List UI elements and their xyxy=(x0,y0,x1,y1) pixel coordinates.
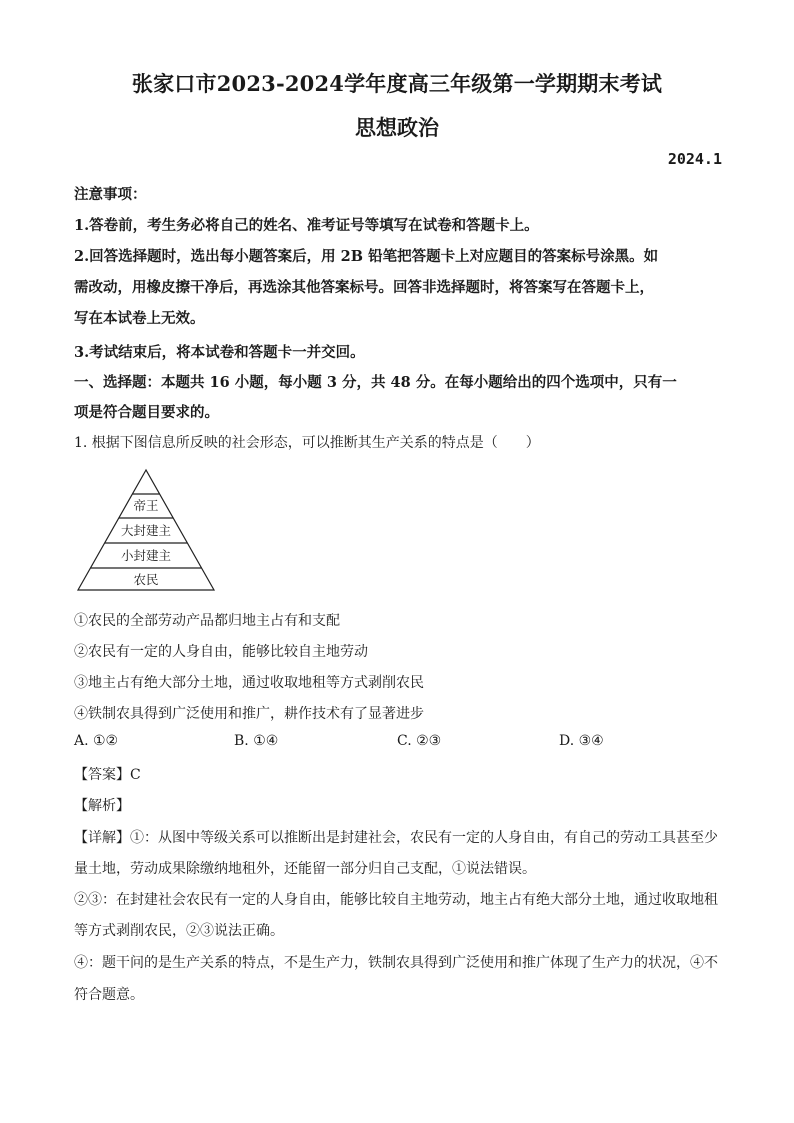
statement-2: ②农民有一定的人身自由，能够比较自主地劳动 xyxy=(74,644,368,660)
notice-item-2-line-2: 需改动，用橡皮擦干净后，再选涂其他答案标号。回答非选择题时，将答案写在答题卡上， xyxy=(74,279,654,296)
statement-1: ①农民的全部劳动产品都归地主占有和支配 xyxy=(74,613,340,629)
pyramid-level-peasants: 农民 xyxy=(133,572,159,587)
pyramid-level-emperor: 帝王 xyxy=(133,498,159,513)
notice-heading: 注意事项： xyxy=(74,186,147,203)
option-b: B. ①④ xyxy=(234,733,279,749)
notice-item-2-line-3: 写在本试卷上无效。 xyxy=(74,310,205,327)
detail-line-2: 量土地，劳动成果除缴纳地租外，还能留一部分归自己支配，①说法错误。 xyxy=(74,861,536,877)
detail-line-1: 【详解】①：从图中等级关系可以推断出是封建社会，农民有一定的人身自由，有自己的劳动工具甚至少 xyxy=(74,830,718,846)
option-c: C. ②③ xyxy=(397,733,442,749)
option-a: A. ①② xyxy=(74,733,119,749)
statement-3: ③地主占有绝大部分土地，通过收取地租等方式剥削农民 xyxy=(74,675,424,691)
option-d: D. ③④ xyxy=(559,733,604,749)
section-heading-line-1: 一、选择题：本题共 16 小题，每小题 3 分，共 48 分。在每小题给出的四个选项中，只有一 xyxy=(74,374,677,391)
detail-line-5: ④：题干问的是生产关系的特点，不是生产力，铁制农具得到广泛使用和推广体现了生产力的状况，④不 xyxy=(74,955,718,971)
detail-line-3: ②③：在封建社会农民有一定的人身自由，能够比较自主地劳动，地主占有绝大部分土地，通过收取地租 xyxy=(74,892,718,908)
answer-line: 【答案】C xyxy=(74,767,141,783)
subject-title: 思想政治 xyxy=(355,115,439,140)
notice-item-1: 1.答卷前，考生务必将自己的姓名、准考证号等填写在试卷和答题卡上。 xyxy=(74,217,539,234)
detail-line-4: 等方式剥削农民，②③说法正确。 xyxy=(74,923,284,939)
pyramid-level-great-lords: 大封建主 xyxy=(120,523,172,538)
notice-item-2-line-1: 2.回答选择题时，选出每小题答案后，用 2B 铅笔把答题卡上对应题目的答案标号涂黑。如 xyxy=(74,248,659,265)
analysis-label: 【解析】 xyxy=(74,798,130,814)
social-hierarchy-pyramid xyxy=(76,468,216,593)
section-heading-line-2: 项是符合题目要求的。 xyxy=(74,404,219,421)
exam-title: 张家口市2023-2024学年度高三年级第一学期期末考试 xyxy=(131,71,663,96)
statement-4: ④铁制农具得到广泛使用和推广，耕作技术有了显著进步 xyxy=(74,706,424,722)
pyramid-level-minor-lords: 小封建主 xyxy=(120,548,172,563)
detail-line-6: 符合题意。 xyxy=(74,987,144,1003)
notice-item-3: 3.考试结束后，将本试卷和答题卡一并交回。 xyxy=(74,344,365,361)
answer-options xyxy=(74,733,724,753)
question-1-stem: 1. 根据下图信息所反映的社会形态，可以推断其生产关系的特点是（ ） xyxy=(74,435,540,451)
exam-date: 2024.1 xyxy=(667,150,722,168)
